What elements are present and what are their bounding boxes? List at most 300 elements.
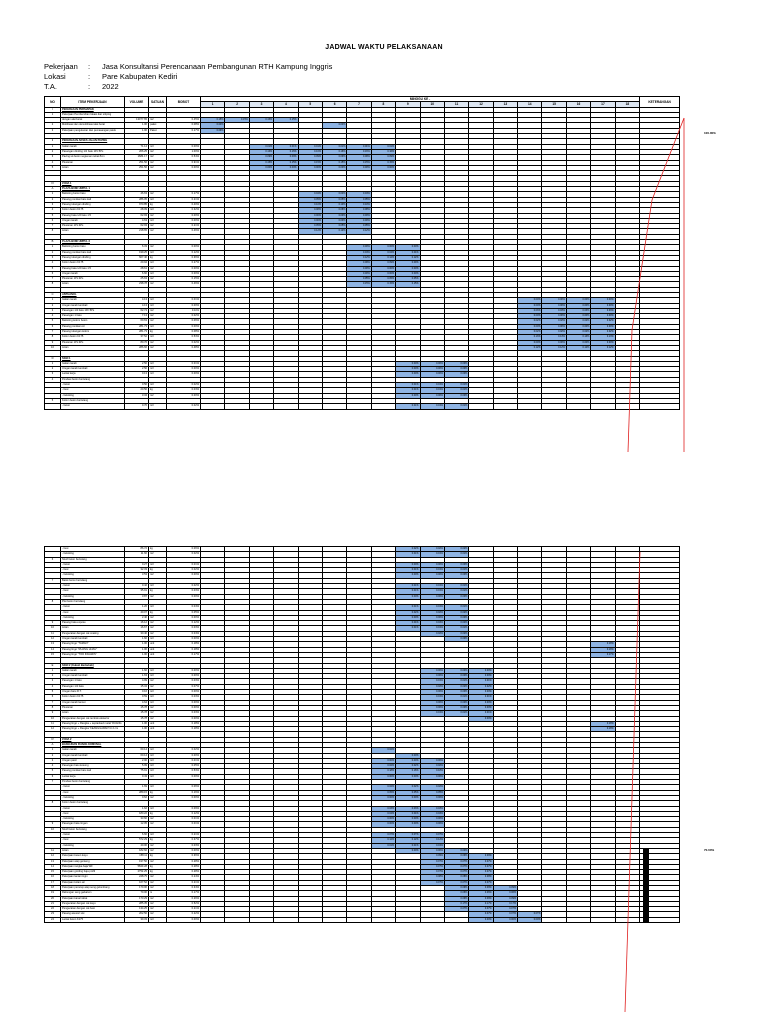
cell-volume: 238.78 (125, 282, 149, 287)
page-title: JADWAL WAKTU PELAKSANAAN (325, 44, 443, 51)
cell-week: 0.00% (322, 218, 346, 223)
cell-week: 0.17% (493, 901, 517, 906)
cell-item: - beton (61, 584, 125, 589)
cell-week: 0.00% (420, 393, 444, 398)
cell-bobot: 0.02% (167, 552, 201, 557)
cell-week: 0.15% (274, 118, 298, 123)
cell-item: Kolom beton K175 (61, 261, 125, 266)
cell-item: Urugan tanah kembali (61, 367, 125, 372)
cell-bobot: 0.01% (167, 361, 201, 366)
cell-item: Bekisting beton batu (61, 192, 125, 197)
cell-week: 0.00% (396, 774, 420, 779)
cell-volume: 15.78 (125, 716, 149, 721)
cell-week: 0.02% (591, 319, 615, 324)
cell-week: 0.03% (396, 806, 420, 811)
cell-volume: 158.11 (125, 854, 149, 859)
cell-item: Pasang pondasi batu kali (61, 250, 125, 255)
week-header: 1 (201, 102, 225, 107)
cell-item: Acian (61, 711, 125, 716)
cell-week: 0.01% (396, 388, 420, 393)
cell-week: 0.05% (347, 277, 371, 282)
cell-week (591, 404, 615, 409)
cell-week: 0.00% (420, 795, 444, 800)
cell-volume: 80.76 (125, 340, 149, 345)
progress-marker (643, 902, 649, 906)
cell-satuan: m3 (149, 753, 167, 758)
cell-week: 0.00% (469, 917, 493, 922)
cell-volume: 28.09 (125, 208, 149, 213)
cell-item: Pasangan dinding 1/2 batu 1Pc:5Ps (61, 149, 125, 154)
progress-marker (643, 860, 649, 864)
cell-week: 0.09% (347, 261, 371, 266)
cell-satuan: kg (149, 854, 167, 859)
cell-no: 4 (45, 261, 61, 266)
cell-week: 0.18% (591, 721, 615, 726)
cell-no: 6 (45, 774, 61, 779)
cell-week: 0.04% (396, 250, 420, 255)
progress-marker (643, 918, 649, 922)
cell-no: 5 (45, 690, 61, 695)
cell-satuan: m2 (149, 679, 167, 684)
cell-satuan: m2 (149, 229, 167, 234)
cell-week: 0.02% (566, 330, 590, 335)
cell-satuan: m2 (149, 192, 167, 197)
cell-no: 2 (45, 123, 61, 128)
cell-week: 0.18% (591, 647, 615, 652)
cell-no: 10 (45, 345, 61, 350)
cell-volume: 60.14 (125, 748, 149, 753)
cell-week: 0.00% (371, 774, 395, 779)
cell-week: 0.08% (420, 875, 444, 880)
cell-item: Pondasi beton bertulang (61, 780, 125, 785)
cell-no: 8 (45, 282, 61, 287)
cell-bobot: 0.00% (167, 245, 201, 250)
cell-week: 0.12% (566, 345, 590, 350)
cell-no: 3 (45, 758, 61, 763)
cell-no: 5 (45, 165, 61, 170)
cell-item: - besi (61, 610, 125, 615)
cell-week: 0.15% (371, 160, 395, 165)
cell-volume: 285.35 (125, 901, 149, 906)
cell-week: 0.02% (518, 319, 542, 324)
cell-volume: 0.62 (125, 795, 149, 800)
cell-week (201, 404, 225, 409)
cell-volume: 4.64 (125, 700, 149, 705)
cell-volume: 40.07 (125, 610, 149, 615)
cell-week: 0.00% (420, 668, 444, 673)
cell-item: BANGUNAN RUANG KOMUNAL (61, 742, 125, 747)
cell-no: 1 (45, 192, 61, 197)
cell-week: 0.00% (420, 690, 444, 695)
cell-week: 0.12% (420, 838, 444, 843)
cell-satuan: m2 (149, 149, 167, 154)
cell-no: IV (45, 737, 61, 742)
cell-week: 0.07% (493, 907, 517, 912)
cell-week: 0.07% (469, 880, 493, 885)
cell-week: 0.03% (542, 308, 566, 313)
cell-item: Acian (61, 165, 125, 170)
cell-no: 7 (45, 330, 61, 335)
cell-no: A (45, 742, 61, 747)
cell-volume: 20.50 (125, 388, 149, 393)
cell-satuan: m2 (149, 912, 167, 917)
cell-bobot: 0.01% (167, 758, 201, 763)
cell-satuan: m2 (149, 843, 167, 848)
cell-volume: 6.60 (125, 271, 149, 276)
cell-week: 0.16% (298, 149, 322, 154)
schedule-table-bottom (44, 546, 680, 923)
cell-week: 0.08% (322, 208, 346, 213)
cell-item: Urugan batu R.T. (61, 690, 125, 695)
cell-item: Urugan tanah (61, 271, 125, 276)
cell-bobot: 0.17% (167, 128, 201, 133)
progress-marker (643, 912, 649, 916)
cell-satuan: paket (149, 123, 167, 128)
cell-week: 0.00% (396, 848, 420, 853)
cell-no: 20 (45, 896, 61, 901)
cell-bobot: 0.17% (167, 891, 201, 896)
cell-volume: 62.74 (125, 308, 149, 313)
meta-value: Pare Kabupaten Kediri (102, 72, 178, 81)
cell-item: Mobilisasi dan demobilisasi alat berat (61, 123, 125, 128)
cell-volume: 1.00 (125, 727, 149, 732)
cell-no: 13 (45, 859, 61, 864)
cell-satuan: m2 (149, 314, 167, 319)
cell-week: 0.04% (201, 123, 225, 128)
cell-bobot: 0.21% (167, 880, 201, 885)
cell-week: 0.01% (371, 144, 395, 149)
cell-week: 0.00% (371, 245, 395, 250)
cell-bobot: 0.46% (167, 229, 201, 234)
cell-week: 0.01% (396, 589, 420, 594)
cell-week: 0.12% (298, 229, 322, 234)
cell-bobot: 0.00% (167, 674, 201, 679)
cell-week: 0.01% (396, 605, 420, 610)
cell-week: 0.06% (469, 891, 493, 896)
cell-volume: 1684.17 (125, 155, 149, 160)
week-header: 6 (322, 102, 346, 107)
cell-item: - beton (61, 605, 125, 610)
cell-week: 0.02% (420, 785, 444, 790)
cell-bobot: 0.00% (167, 144, 201, 149)
cell-bobot: 0.04% (167, 605, 201, 610)
cell-bobot: 0.16% (167, 790, 201, 795)
cell-no: D (45, 356, 61, 361)
cell-bobot: 0.02% (167, 748, 201, 753)
cell-week: 0.00% (371, 271, 395, 276)
cell-week: 0.00% (396, 758, 420, 763)
cell-volume: 197.50 (125, 859, 149, 864)
progress-marker (643, 897, 649, 901)
cell-item: Galian tanah (61, 668, 125, 673)
cell-volume: 75.91 (125, 769, 149, 774)
cell-week: 0.01% (444, 626, 468, 631)
cell-volume: 607.40 (125, 255, 149, 260)
cell-week: 0.00% (371, 165, 395, 170)
cell-item: - bekisting (61, 393, 125, 398)
cell-bobot: 0.46% (167, 282, 201, 287)
meta-key: Pekerjaan (44, 62, 78, 71)
meta-row (44, 82, 119, 91)
cell-bobot: 0.34% (167, 886, 201, 891)
cell-item: - beton (61, 833, 125, 838)
cell-no: 10 (45, 827, 61, 832)
cell-volume: 30.40 (125, 631, 149, 636)
cell-no: 7 (45, 700, 61, 705)
cell-item: Pasang bata expose (61, 621, 125, 626)
cell-week: 0.09% (469, 886, 493, 891)
cell-week: 0.00% (420, 615, 444, 620)
cell-week: 0.15% (249, 160, 273, 165)
cell-satuan: m3 (149, 324, 167, 329)
cell-no: 5 (45, 213, 61, 218)
cell-week: 0.00% (371, 795, 395, 800)
cell-item: Pasang pondasi batu kali (61, 197, 125, 202)
cell-no: 12 (45, 637, 61, 642)
cell-satuan: m2 (149, 711, 167, 716)
cell-week: 0.00% (420, 372, 444, 377)
cell-week: 0.00% (420, 848, 444, 853)
cell-week: 0.00% (444, 372, 468, 377)
meta-row (44, 72, 177, 81)
cell-week: 0.07% (469, 907, 493, 912)
cell-no: 4 (45, 684, 61, 689)
cell-item: - beton (61, 383, 125, 388)
cell-week: 0.05% (298, 224, 322, 229)
cell-week: 0.01% (396, 626, 420, 631)
cell-volume: 20.94 (125, 261, 149, 266)
cell-no: 7 (45, 780, 61, 785)
cell-week: 0.01% (444, 404, 468, 409)
cell-bobot: 0.02% (167, 584, 201, 589)
cell-week: 0.00% (274, 165, 298, 170)
cell-no: 7 (45, 224, 61, 229)
cell-item: Pasang asesori sisi (61, 912, 125, 917)
cell-bobot: 0.06% (167, 319, 201, 324)
meta-separator: : (88, 82, 91, 91)
cell-week: 0.09% (371, 155, 395, 160)
cell-week: 0.15% (249, 118, 273, 123)
cell-no: 3 (45, 202, 61, 207)
cell-week: 0.02% (396, 547, 420, 552)
cell-item: - beton (61, 562, 125, 567)
cell-week: 0.01% (371, 843, 395, 848)
cell-bobot: 0.36% (167, 255, 201, 260)
cell-week (615, 404, 639, 409)
cell-satuan: m3 (149, 833, 167, 838)
cell-volume: 40.00 (125, 843, 149, 848)
cell-volume: 33.60 (125, 817, 149, 822)
cell-satuan: m2 (149, 859, 167, 864)
cell-no: 1 (45, 298, 61, 303)
cell-no: 18 (45, 886, 61, 891)
cell-bobot: 0.00% (167, 367, 201, 372)
cell-week: 0.00% (518, 314, 542, 319)
cell-week: 0.01% (444, 679, 468, 684)
cell-item: Pasang tulangan dinding (61, 202, 125, 207)
cell-no: 3 (45, 679, 61, 684)
cell-satuan: m (149, 891, 167, 896)
cell-week (542, 404, 566, 409)
cell-volume: 0.13 (125, 372, 149, 377)
cell-item: Acian (61, 848, 125, 853)
cell-item: Pengecatan dengan cat besi (61, 907, 125, 912)
cell-week: 0.00% (444, 705, 468, 710)
cell-week: 0.07% (420, 859, 444, 864)
progress-marker (643, 849, 649, 853)
cell-volume: 4.13 (125, 303, 149, 308)
cell-no: 1 (45, 144, 61, 149)
cell-no: E (45, 663, 61, 668)
cell-item: - besi (61, 790, 125, 795)
cell-no: 4 (45, 208, 61, 213)
cell-item: Urugan tanah kembali (61, 303, 125, 308)
cell-week: 0.01% (469, 679, 493, 684)
progress-marker (643, 870, 649, 874)
cell-week: 0.02% (420, 610, 444, 615)
cell-volume: 0.43 (125, 774, 149, 779)
cell-week: 0.00% (396, 245, 420, 250)
week-header: 5 (298, 102, 322, 107)
cell-week: 0.15% (371, 282, 395, 287)
cell-item: Pasang lingo "TAMAN" (61, 642, 125, 647)
cell-week: 0.00% (420, 817, 444, 822)
cell-satuan: m2 (149, 880, 167, 885)
cell-item: Plesteran (61, 705, 125, 710)
cell-volume: 1.00 (125, 123, 149, 128)
cell-satuan: m2 (149, 631, 167, 636)
cell-week: 0.07% (444, 859, 468, 864)
week-header: 14 (518, 102, 542, 107)
cell-satuan: m3 (149, 562, 167, 567)
cell-bobot: 0.04% (167, 631, 201, 636)
cell-bobot: 0.21% (167, 224, 201, 229)
cell-week: 0.03% (371, 806, 395, 811)
cell-item: Sloof beton bertulang (61, 827, 125, 832)
cell-week: 0.15% (274, 160, 298, 165)
cell-bobot: 0.00% (167, 213, 201, 218)
cell-volume: 1.26 (125, 605, 149, 610)
cell-item: Kolom beton bertulang (61, 398, 125, 403)
cell-item: Kolom beton K175 (61, 695, 125, 700)
cell-week: 0.00% (396, 615, 420, 620)
cell-week: 0.02% (444, 547, 468, 552)
cell-item: Pekerjaan kusen kayu (61, 854, 125, 859)
cell-bobot: 0.27% (167, 261, 201, 266)
cell-satuan: m3 (149, 700, 167, 705)
cell-week: 0.07% (420, 864, 444, 869)
cell-week: 0.00% (469, 690, 493, 695)
cell-item: Kolom beton K175 (61, 208, 125, 213)
cell-bobot: 0.09% (167, 806, 201, 811)
cell-week: 0.18% (591, 727, 615, 732)
cell-volume: 15.78 (125, 705, 149, 710)
cell-week: 0.12% (347, 255, 371, 260)
cell-item: Acian (61, 282, 125, 287)
cell-satuan: m2 (149, 155, 167, 160)
cell-item: Galian tanah (61, 748, 125, 753)
cell-satuan: m2 (149, 886, 167, 891)
cell-week: 0.17% (591, 652, 615, 657)
cell-week (396, 917, 420, 922)
cell-week: 0.01% (444, 568, 468, 573)
cell-bobot: 0.00% (167, 848, 201, 853)
cell-bobot: 0.00% (167, 774, 201, 779)
cell-item: Pasang tulangan kolom (61, 330, 125, 335)
cell-item: PLAZA BUMI UMPUL 2 (61, 240, 125, 245)
cell-week: 0.09% (469, 854, 493, 859)
keterangan-total: 100.00% (704, 131, 716, 135)
cell-week: 0.05% (298, 197, 322, 202)
cell-bobot: 0.12% (167, 621, 201, 626)
cell-no: C (45, 292, 61, 297)
cell-week: 0.00% (444, 367, 468, 372)
cell-week: 0.09% (371, 261, 395, 266)
cell-bobot: 0.00% (167, 573, 201, 578)
cell-no: 11 (45, 848, 61, 853)
cell-volume: 2.50 (125, 367, 149, 372)
cell-bobot: 0.06% (167, 547, 201, 552)
cell-item: Pekerjaan penutup atap seng gelombang (61, 886, 125, 891)
cell-week: 0.04% (396, 811, 420, 816)
cell-satuan: m2 (149, 795, 167, 800)
cell-week: 0.01% (347, 144, 371, 149)
cell-week: 0.00% (542, 340, 566, 345)
cell-bobot: 0.00% (167, 266, 201, 271)
cell-week: 0.01% (444, 552, 468, 557)
cell-bobot: 0.91% (167, 160, 201, 165)
week-header: 10 (420, 102, 444, 107)
cell-item: Pasangan 1 batu (61, 679, 125, 684)
cell-volume: 7.13 (125, 314, 149, 319)
cell-bobot: 0.00% (167, 668, 201, 673)
cell-satuan: kg (149, 547, 167, 552)
cell-satuan: m3 (149, 605, 167, 610)
cell-week: 0.02% (371, 785, 395, 790)
table-row (45, 917, 680, 922)
cell-week: 0.12% (518, 345, 542, 350)
cell-week: 0.03% (566, 308, 590, 313)
cell-week: 0.03% (420, 806, 444, 811)
cell-satuan: m3 (149, 261, 167, 266)
cell-week: 0.00% (469, 705, 493, 710)
cell-bobot: 0.05% (167, 610, 201, 615)
cell-volume: 4.13 (125, 298, 149, 303)
cell-week: 0.09% (201, 128, 225, 133)
cell-item: Plesteran 1Pc:4Ps (61, 224, 125, 229)
cell-item: Galian tanah (61, 361, 125, 366)
cell-satuan: m2 (149, 245, 167, 250)
cell-week: 0.00% (396, 562, 420, 567)
cell-satuan: m3 (149, 774, 167, 779)
cell-item: Lantai kerja (61, 372, 125, 377)
cell-satuan: m2 (149, 319, 167, 324)
cell-bobot: 0.02% (167, 314, 201, 319)
cell-week: 0.15% (201, 118, 225, 123)
cell-week: 0.00% (347, 213, 371, 218)
cell-no: A (45, 187, 61, 192)
week-header: 8 (371, 102, 395, 107)
cell-week: 0.02% (420, 764, 444, 769)
cell-week: 0.04% (322, 192, 346, 197)
cell-satuan: m2 (149, 594, 167, 599)
cell-bobot: 0.17% (167, 192, 201, 197)
cell-week: 0.12% (347, 229, 371, 234)
cell-bobot: 0.28% (167, 870, 201, 875)
cell-no: 4 (45, 314, 61, 319)
cell-week: 0.18% (591, 642, 615, 647)
cell-no: 2 (45, 197, 61, 202)
